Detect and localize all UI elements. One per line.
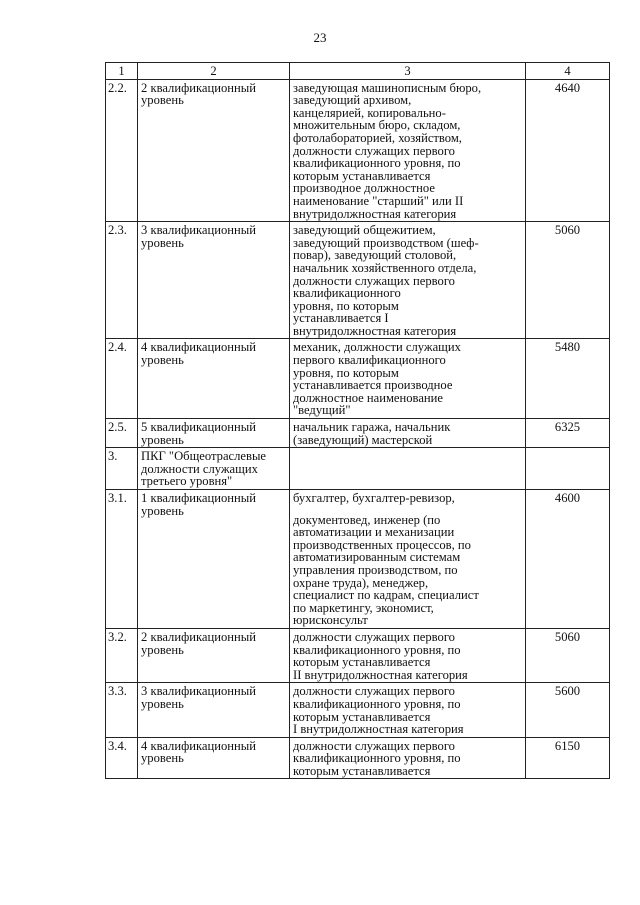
description-line: которым устанавливается: [293, 655, 431, 670]
description-line: должности служащих первого: [293, 143, 455, 158]
description-line: квалификационного уровня, по: [293, 751, 461, 766]
column-header: 4: [526, 63, 610, 80]
row-number: 2.5.: [106, 419, 138, 448]
description-line: которым устанавливается: [293, 763, 431, 778]
description-line: устанавливается производное: [293, 378, 453, 393]
qualification-level: 3 квалификационный уровень: [138, 222, 290, 339]
description-line: производственных процессов, по: [293, 537, 471, 552]
table-row: [106, 737, 610, 779]
description-line: должности служащих первого: [293, 684, 455, 699]
table-row: [106, 419, 610, 448]
qualification-level: 3 квалификационный уровень: [138, 683, 290, 737]
table-body: [106, 63, 610, 779]
description-line: заведующая машинописным бюро,: [293, 80, 482, 95]
description-line: множительным бюро, складом,: [293, 118, 461, 133]
description-line: по маркетингу, экономист,: [293, 600, 434, 615]
table-row: [106, 683, 610, 737]
position-description: [290, 222, 526, 339]
position-description: [290, 79, 526, 222]
description-line: (заведующий) мастерской: [293, 432, 433, 447]
description-line: начальник гаража, начальник: [293, 420, 451, 435]
page-number: 23: [313, 30, 327, 45]
row-number: 2.4.: [106, 339, 138, 419]
description-line: фотолабораторией, хозяйством,: [293, 130, 462, 145]
row-number: 3.3.: [106, 683, 138, 737]
table-row: [106, 628, 610, 682]
description-line: уровня, по которым: [293, 365, 399, 380]
description-line: бухгалтер, бухгалтер-ревизор,: [293, 491, 455, 505]
description-line: уровня, по которым: [293, 298, 399, 313]
description-line: квалификационного уровня, по: [293, 696, 461, 711]
description-line: управления производством, по: [293, 562, 458, 577]
qualification-level: 4 квалификационный уровень: [138, 339, 290, 419]
position-description: [290, 628, 526, 682]
description-line: квалификационного уровня, по: [293, 642, 461, 657]
description-line: повар), заведующий столовой,: [293, 248, 457, 263]
salary-value: 4640: [526, 79, 610, 222]
position-description: [290, 419, 526, 448]
description-line: должности служащих первого: [293, 273, 455, 288]
salary-value: 6150: [526, 737, 610, 779]
position-description: [290, 683, 526, 737]
position-description: [290, 448, 526, 490]
salary-value: 5480: [526, 339, 610, 419]
description-line: квалификационного уровня, по: [293, 156, 461, 171]
position-description: [290, 737, 526, 779]
salary-value: 4600: [526, 490, 610, 629]
qualification-level: 2 квалификационный уровень: [138, 79, 290, 222]
description-line: заведующий общежитием,: [293, 223, 436, 238]
position-description: [290, 339, 526, 419]
description-line: внутридолжностная категория: [293, 323, 457, 338]
qualification-level: 4 квалификационный уровень: [138, 737, 290, 779]
table-row: [106, 490, 610, 629]
salary-value: 6325: [526, 419, 610, 448]
row-number: 3.2.: [106, 628, 138, 682]
salary-value: 5600: [526, 683, 610, 737]
column-header: 3: [290, 63, 526, 80]
qualification-level: 2 квалификационный уровень: [138, 628, 290, 682]
table-row: [106, 339, 610, 419]
description-line: должности служащих первого: [293, 629, 455, 644]
description-line: должностное наименование: [293, 390, 443, 405]
row-number: 2.2.: [106, 79, 138, 222]
column-header: 2: [138, 63, 290, 80]
qualification-level: 5 квалификационный уровень: [138, 419, 290, 448]
description-line: I внутридолжностная категория: [293, 722, 464, 737]
description-line: автоматизированным системам: [293, 550, 461, 565]
row-number: 3.4.: [106, 737, 138, 779]
salary-value: [526, 448, 610, 490]
description-line: автоматизации и механизации: [293, 525, 455, 540]
row-number: 3.1.: [106, 490, 138, 629]
table-row: [106, 222, 610, 339]
description-line: механик, должности служащих: [293, 340, 461, 355]
salary-table: [105, 62, 610, 779]
description-line: специалист по кадрам, специалист: [293, 588, 479, 603]
position-description: [290, 490, 526, 629]
description-line: документовед, инженер (по: [293, 512, 441, 527]
qualification-level: 1 квалификационный уровень: [138, 490, 290, 629]
description-line: начальник хозяйственного отдела,: [293, 260, 477, 275]
description-line: которым устанавливается: [293, 168, 431, 183]
qualification-level: ПКГ "Общеотраслевые должности служащих третьего уровня": [138, 448, 290, 490]
description-line: II внутридолжностная категория: [293, 667, 468, 682]
description-line: охране труда), менеджер,: [293, 575, 429, 590]
table-row: [106, 448, 610, 490]
row-number: 2.3.: [106, 222, 138, 339]
description-line: которым устанавливается: [293, 709, 431, 724]
description-line: наименование "старший" или II: [293, 193, 464, 208]
salary-value: 5060: [526, 628, 610, 682]
description-line: "ведущий": [293, 403, 351, 418]
description-line: производное должностное: [293, 181, 435, 196]
description-line: юрисконсульт: [293, 613, 368, 628]
description-line: заведующий производством (шеф-: [293, 235, 479, 250]
description-line: заведующий архивом,: [293, 93, 412, 108]
description-line: устанавливается I: [293, 311, 389, 326]
description-line: внутридолжностная категория: [293, 206, 457, 221]
description-line: канцелярией, копировально-: [293, 105, 446, 120]
description-line: должности служащих первого: [293, 738, 455, 753]
table-header-row: [106, 63, 610, 80]
description-line: квалификационного: [293, 286, 401, 301]
salary-value: 5060: [526, 222, 610, 339]
column-header: 1: [106, 63, 138, 80]
description-line: первого квалификационного: [293, 353, 446, 368]
table-row: [106, 79, 610, 222]
row-number: 3.: [106, 448, 138, 490]
